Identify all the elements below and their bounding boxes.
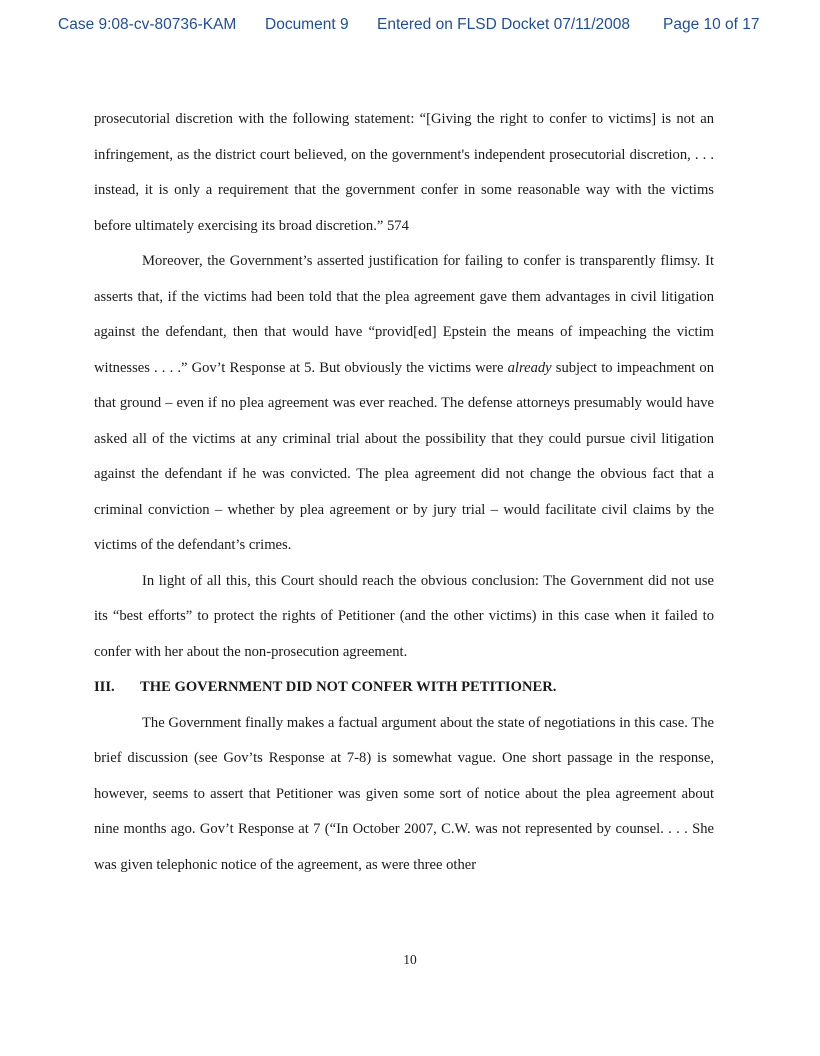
page-number: 10 (403, 952, 417, 967)
paragraph-continuation: prosecutorial discretion with the following statement: “[Giving the right to confer to victims] is not an infringement, as the district court believed, on the government's independent prosecutorial discretion, . . . instead, it is only a requirement that the government confer in some reasonable way with the victims before ultimately exercising its broad discretion.” 574 (94, 111, 714, 234)
paragraph-conclusion: In light of all this, this Court should reach the obvious conclusion: The Government did not use its “best efforts” to protect the rights of Petitioner (and the other victims) in this case when it failed to confer with her about the non-prosecution agreement. (94, 572, 714, 660)
paragraph-justification (94, 244, 714, 564)
case-number: Case 9:08-cv-80736-KAM (58, 16, 237, 33)
docket-entry-date: Entered on FLSD Docket 07/11/2008 (377, 16, 631, 33)
document-body (94, 102, 714, 883)
docket-header (0, 16, 820, 38)
page-count: Page 10 of 17 (663, 16, 760, 33)
emphasized-word: already (507, 359, 552, 376)
document-number: Document 9 (265, 16, 349, 33)
section-title: THE GOVERNMENT DID NOT CONFER WITH PETITIONER. (140, 679, 557, 695)
section-heading (94, 670, 714, 706)
paragraph-factual-argument: The Government finally makes a factual argument about the state of negotiations in this case. The brief discussion (see Gov’ts Response at 7-8) is somewhat vague. One short passage in the response, however, seems to assert that Petitioner was given some sort of notice about the plea agreement about nine months ago. Gov’t Response at 7 (“In October 2007, C.W. was not represented by counsel. . . . She was given telephonic notice of the agreement, as were three other (94, 714, 714, 873)
paragraph-text: Moreover, the Government’s asserted justification for failing to confer is transparently flimsy. It asserts that, if the victims had been told that the plea agreement gave them advantages in civil litigation against the defendant, then that would have “provid[ed] Epstein the means of impeaching the victim witnesses . . . .” Gov’t Response at 5. But obviously the victims were (94, 253, 714, 376)
section-number: III. (94, 679, 115, 695)
paragraph-text: subject to impeachment on that ground – even if no plea agreement was ever reached. The defense attorneys presumably would have asked all of the victims at any criminal trial about the possibility that they could pursue civil litigation against the defendant if he was convicted. The plea agreement did not change the obvious fact that a criminal conviction – whether by plea agreement or by jury trial – would facilitate civil claims by the victims of the defendant’s crimes. (94, 359, 715, 553)
